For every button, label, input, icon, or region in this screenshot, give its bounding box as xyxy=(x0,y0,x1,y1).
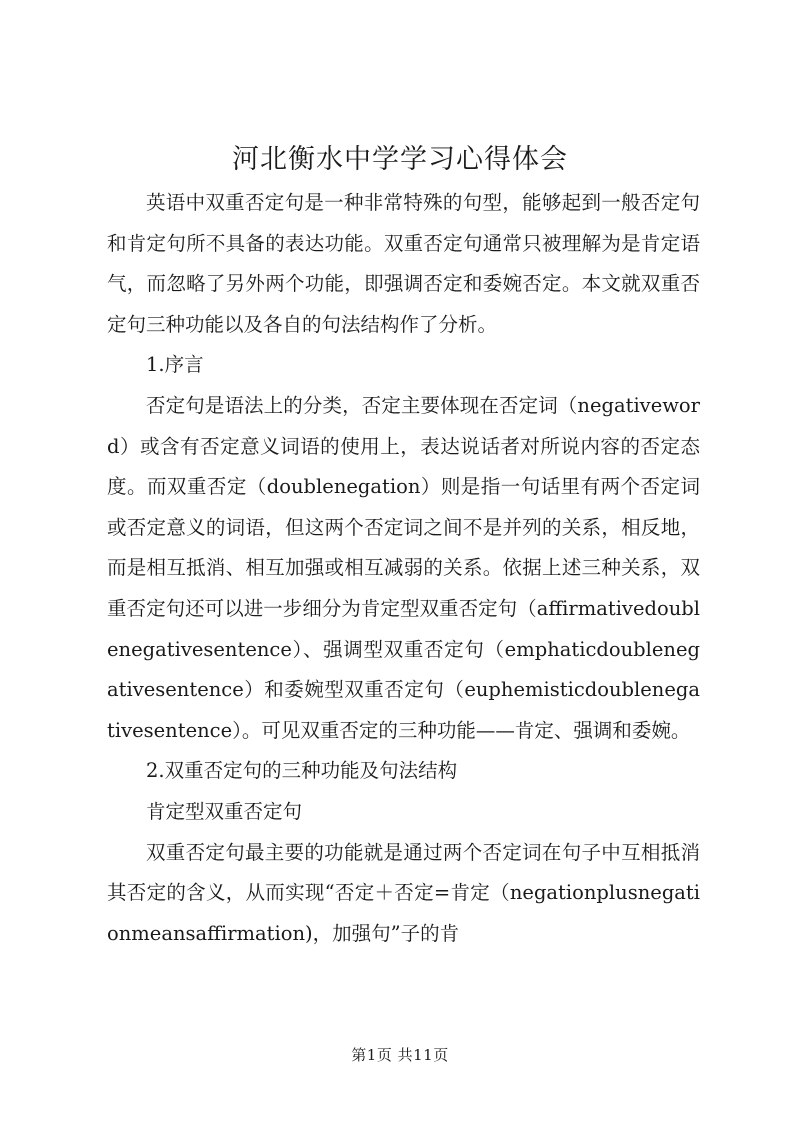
preface-paragraph: 否定句是语法上的分类，否定主要体现在否定词（negativeword）或含有否定意义词语的使用上，表达说话者对所说内容的否定态度。而双重否定（doublenegation）则是指一句话里有两个否定词或否定意义的词语，但这两个否定词之间不是并列的关系，相反地，而是相互抵消、相互加强或相互减弱的关系。依据上述三种关系，双重否定句还可以进一步细分为肯定型双重否定句（affirmativedoublenegativesentence）、强调型双重否定句（emphaticdoublenegativesentence）和委婉型双重否定句（euphemisticdoublenegativesentence）。可见双重否定的三种功能——肯定、强调和委婉。 xyxy=(107,393,700,742)
section-heading-functions: 2.双重否定句的三种功能及句法结构 xyxy=(146,759,458,783)
document-body xyxy=(107,183,700,954)
intro-paragraph: 英语中双重否定句是一种非常特殊的句型，能够起到一般否定句和肯定句所不具备的表达功能。双重否定句通常只被理解为是肯定语气，而忽略了另外两个功能，即强调否定和委婉否定。本文就双重否定句三种功能以及各自的句法结构作了分析。 xyxy=(107,191,700,336)
affirmative-paragraph: 双重否定句最主要的功能就是通过两个否定词在句子中互相抵消其否定的含义，从而实现“否定＋否定=肯定（negationplusnegationmeansaffirmation)，加强句”子的肯 xyxy=(107,840,700,945)
document-title: 河北衡水中学学习心得体会 xyxy=(232,144,568,175)
subsection-heading-affirmative: 肯定型双重否定句 xyxy=(146,799,303,823)
section-heading-preface: 1.序言 xyxy=(146,353,204,377)
page-footer: 第1页 共11页 xyxy=(351,1046,449,1064)
